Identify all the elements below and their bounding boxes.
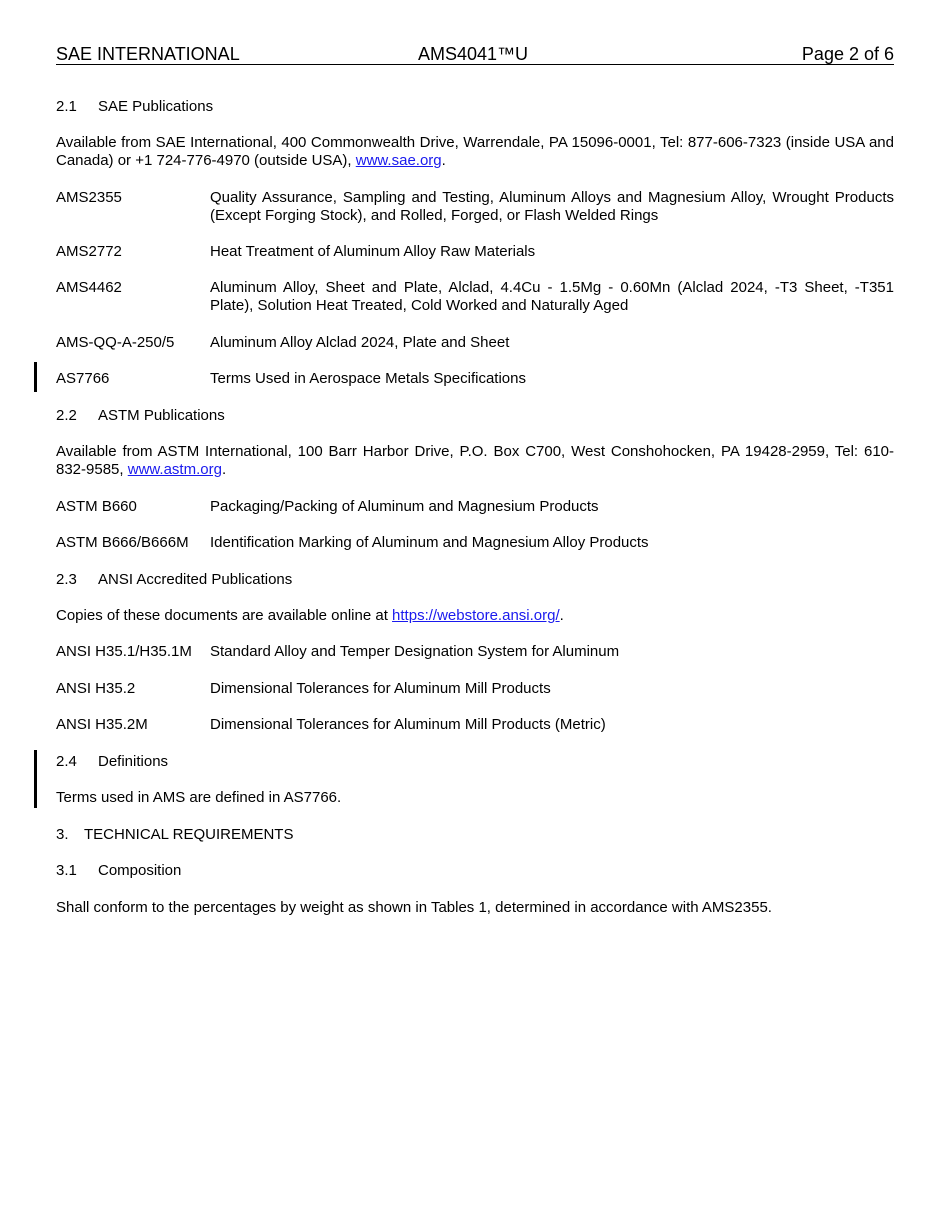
reference-code: AS7766 — [56, 370, 110, 387]
reference-code: ASTM B660 — [56, 498, 137, 515]
section-title: TECHNICAL REQUIREMENTS — [84, 826, 294, 843]
section-title: Definitions — [98, 753, 169, 770]
section-number: 3. — [56, 826, 69, 843]
reference-code: ANSI H35.2 — [56, 680, 136, 697]
definitions-paragraph: Terms used in AMS are defined in AS7766. — [56, 789, 342, 806]
reference-item — [56, 498, 894, 516]
section-title: Composition — [98, 862, 182, 879]
reference-code: AMS2355 — [56, 189, 122, 206]
paragraph-text: Available from SAE International, 400 Commonwealth Drive, Warrendale, PA 15096-0001, Tel: 877-606-7323 (inside USA and Canada) or +1 724-776-4970 (outside USA), — [56, 134, 894, 169]
reference-item — [56, 680, 894, 698]
reference-title: Quality Assurance, Sampling and Testing, Aluminum Alloys and Magnesium Alloy, Wrought Products (Except Forging Stock), and Rolled, Forged, or Flash Welded Rings — [210, 189, 894, 224]
reference-title: Standard Alloy and Temper Designation System for Aluminum — [210, 643, 620, 660]
paragraph-text: Copies of these documents are available online at — [56, 607, 393, 624]
reference-title: Identification Marking of Aluminum and Magnesium Alloy Products — [210, 534, 649, 551]
reference-code: ANSI H35.2M — [56, 716, 148, 733]
reference-code: ANSI H35.1/H35.1M — [56, 643, 192, 660]
paragraph-text: Available from ASTM International, 100 Barr Harbor Drive, P.O. Box C700, West Conshohocken, PA 19428-2959, Tel: 610-832-9585, — [56, 443, 894, 478]
header-org: SAE INTERNATIONAL — [56, 44, 240, 64]
section-number: 3.1 — [56, 862, 77, 879]
section-heading — [56, 753, 168, 771]
section-title: ANSI Accredited Publications — [98, 571, 293, 588]
reference-code: AMS-QQ-A-250/5 — [56, 334, 175, 351]
reference-code: ASTM B666/B666M — [56, 534, 189, 551]
section-heading — [56, 98, 213, 116]
section-number: 2.3 — [56, 571, 77, 588]
sae-availability-paragraph: Available from SAE International, 400 Commonwealth Drive, Warrendale, PA 15096-0001, Tel: 877-606-7323 (inside USA and Canada) or +1 724-776-4970 (outside USA), www.sae.org. — [56, 134, 894, 169]
reference-title: Packaging/Packing of Aluminum and Magnesium Products — [210, 498, 599, 515]
reference-item — [56, 643, 894, 661]
header-page-number: Page 2 of 6 — [801, 44, 894, 64]
reference-title: Aluminum Alloy, Sheet and Plate, Alclad, 4.4Cu - 1.5Mg - 0.60Mn (Alclad 2024, -T3 Sheet, -T351 Plate), Solution Heat Treated, Cold Worked and Naturally Aged — [210, 279, 894, 314]
section-number: 2.4 — [56, 753, 77, 770]
reference-title: Heat Treatment of Aluminum Alloy Raw Materials — [210, 243, 536, 260]
ansi-availability-paragraph: Copies of these documents are available online at https://webstore.ansi.org/. — [56, 607, 564, 624]
reference-item — [56, 370, 894, 388]
section-heading — [56, 862, 181, 880]
composition-paragraph: Shall conform to the percentages by weight as shown in Tables 1, determined in accordance with AMS2355. — [56, 899, 772, 916]
reference-title: Dimensional Tolerances for Aluminum Mill Products — [210, 680, 551, 697]
revision-change-bar — [34, 362, 37, 392]
reference-item — [56, 334, 894, 352]
header-doc-number: AMS4041™U — [418, 44, 529, 64]
reference-code: AMS4462 — [56, 279, 122, 296]
sae-website-link[interactable]: www.sae.org — [355, 152, 442, 169]
section-heading — [56, 571, 292, 589]
reference-title: Terms Used in Aerospace Metals Specifications — [210, 370, 526, 387]
revision-change-bar — [34, 750, 37, 808]
reference-code: AMS2772 — [56, 243, 122, 260]
astm-website-link[interactable]: www.astm.org — [127, 461, 222, 478]
reference-item — [56, 534, 894, 552]
reference-item — [56, 716, 894, 734]
ansi-webstore-link[interactable]: https://webstore.ansi.org/ — [392, 607, 560, 624]
section-number: 2.1 — [56, 98, 77, 115]
section-heading — [56, 407, 225, 425]
page-header — [56, 44, 894, 65]
section-heading — [56, 826, 293, 844]
reference-item — [56, 189, 894, 225]
reference-item — [56, 243, 894, 261]
section-number: 2.2 — [56, 407, 77, 424]
reference-title: Aluminum Alloy Alclad 2024, Plate and Sheet — [210, 334, 510, 351]
reference-title: Dimensional Tolerances for Aluminum Mill Products (Metric) — [210, 716, 606, 733]
section-title: SAE Publications — [98, 98, 214, 115]
reference-item — [56, 279, 894, 315]
section-title: ASTM Publications — [98, 407, 225, 424]
astm-availability-paragraph: Available from ASTM International, 100 Barr Harbor Drive, P.O. Box C700, West Conshohocken, PA 19428-2959, Tel: 610-832-9585, www.astm.org. — [56, 443, 894, 478]
